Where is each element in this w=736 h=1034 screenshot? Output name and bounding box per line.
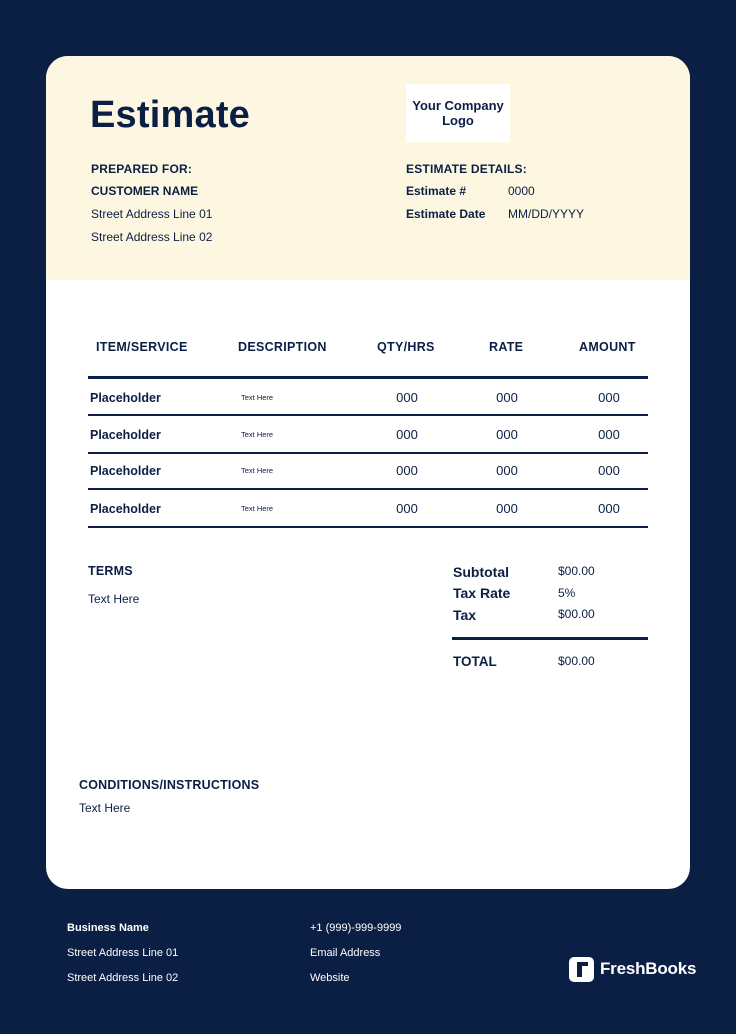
estimate-number-value: 0000 xyxy=(508,184,535,198)
column-header-description: DESCRIPTION xyxy=(238,340,327,354)
row-rate: 000 xyxy=(496,427,518,442)
column-header-item: ITEM/SERVICE xyxy=(96,340,188,354)
tax-rate-label: Tax Rate xyxy=(453,585,511,601)
row-divider xyxy=(88,414,648,416)
row-qty: 000 xyxy=(396,501,418,516)
footer-address-line-1: Street Address Line 01 xyxy=(67,947,179,959)
total-value: $00.00 xyxy=(558,654,595,668)
column-header-rate: RATE xyxy=(489,340,524,354)
row-rate: 000 xyxy=(496,501,518,516)
prepared-for-label: PREPARED FOR: xyxy=(91,162,193,176)
footer-email: Email Address xyxy=(310,947,381,959)
row-description: Text Here xyxy=(241,393,274,402)
footer-website: Website xyxy=(310,972,350,984)
estimate-number-label: Estimate # xyxy=(406,184,467,198)
customer-name: CUSTOMER NAME xyxy=(91,184,199,198)
row-description: Text Here xyxy=(241,504,274,513)
row-amount: 000 xyxy=(598,463,620,478)
tax-value: $00.00 xyxy=(558,607,595,621)
table-header-rule xyxy=(88,376,648,379)
conditions-label: CONDITIONS/INSTRUCTIONS xyxy=(79,778,260,792)
row-amount: 000 xyxy=(598,501,620,516)
customer-address-line-2: Street Address Line 02 xyxy=(91,230,213,244)
row-item: Placeholder xyxy=(90,464,161,478)
row-divider xyxy=(88,526,648,528)
conditions-text: Text Here xyxy=(79,801,131,815)
total-label: TOTAL xyxy=(453,654,497,669)
estimate-date-label: Estimate Date xyxy=(406,207,486,221)
totals-rule xyxy=(452,637,648,640)
estimate-date-value: MM/DD/YYYY xyxy=(508,207,585,221)
row-divider xyxy=(88,452,648,454)
footer-business-name: Business Name xyxy=(67,922,149,934)
freshbooks-wordmark: FreshBooks xyxy=(600,959,697,978)
customer-address-line-1: Street Address Line 01 xyxy=(91,207,213,221)
row-divider xyxy=(88,488,648,490)
freshbooks-f-icon xyxy=(569,957,594,982)
row-amount: 000 xyxy=(598,390,620,405)
subtotal-label: Subtotal xyxy=(453,564,509,580)
row-item: Placeholder xyxy=(90,391,161,405)
row-description: Text Here xyxy=(241,466,274,475)
row-amount: 000 xyxy=(598,427,620,442)
column-header-qty: QTY/HRS xyxy=(377,340,435,354)
estimate-details-label: ESTIMATE DETAILS: xyxy=(406,162,527,176)
row-description: Text Here xyxy=(241,430,274,439)
terms-label: TERMS xyxy=(88,564,133,578)
freshbooks-logo xyxy=(569,955,696,983)
row-rate: 000 xyxy=(496,390,518,405)
company-logo-text: Your Company Logo xyxy=(412,98,504,128)
subtotal-value: $00.00 xyxy=(558,564,595,578)
terms-text: Text Here xyxy=(88,592,140,606)
column-header-amount: AMOUNT xyxy=(579,340,636,354)
footer-phone: +1 (999)-999-9999 xyxy=(310,922,402,934)
page-title: Estimate xyxy=(90,94,251,136)
estimate-card xyxy=(46,56,690,889)
company-logo-placeholder xyxy=(406,84,510,142)
row-qty: 000 xyxy=(396,427,418,442)
tax-label: Tax xyxy=(453,607,477,623)
row-item: Placeholder xyxy=(90,502,161,516)
row-item: Placeholder xyxy=(90,428,161,442)
row-rate: 000 xyxy=(496,463,518,478)
footer-address-line-2: Street Address Line 02 xyxy=(67,972,179,984)
row-qty: 000 xyxy=(396,390,418,405)
row-qty: 000 xyxy=(396,463,418,478)
tax-rate-value: 5% xyxy=(558,586,576,600)
